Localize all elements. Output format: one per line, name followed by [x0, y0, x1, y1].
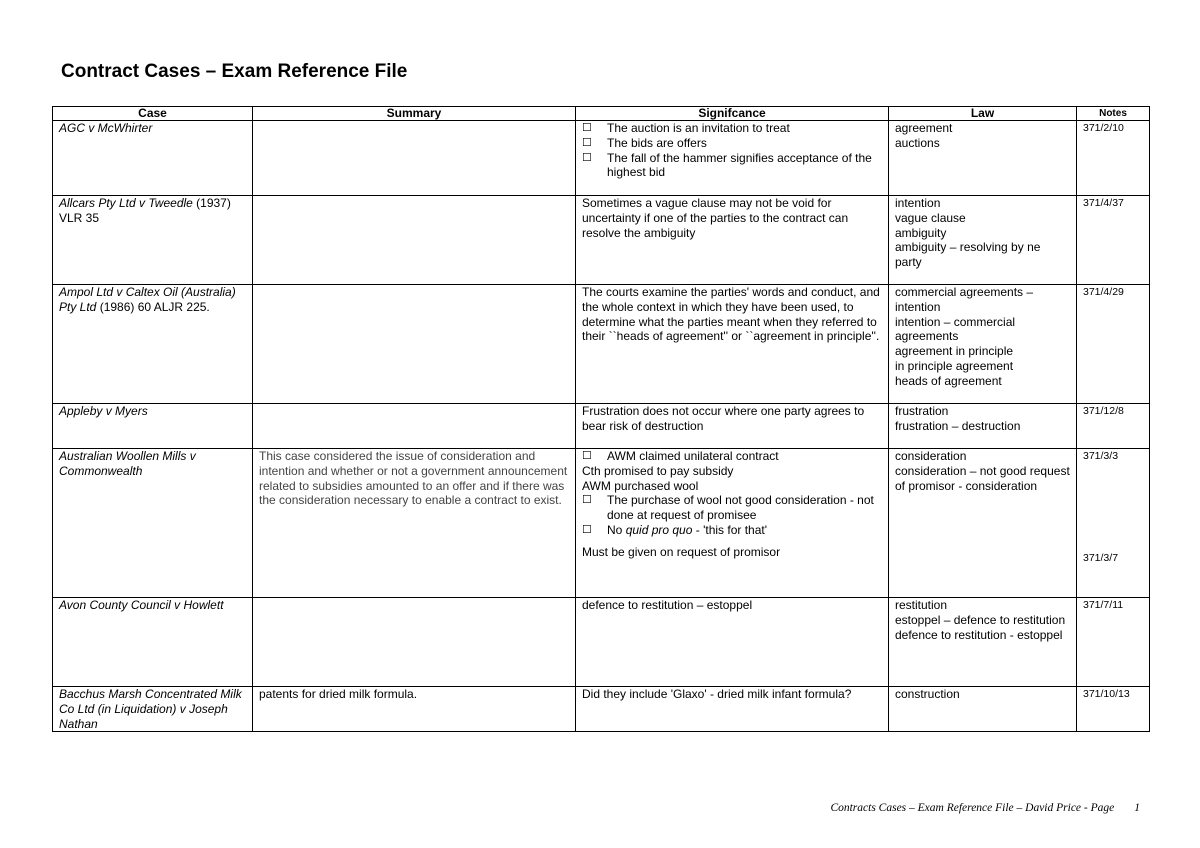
significance-cell: Sometimes a vague clause may not be void for uncertainty if one of the parties to the contract can resolve the ambiguity — [576, 196, 889, 285]
summary-cell — [253, 196, 576, 285]
law-cell: commercial agreements – intention intention – commercial agreements agreement in principle in principle agreement heads of agreement — [889, 285, 1077, 404]
bullet-item: ☐ No quid pro quo - 'this for that' — [582, 522, 768, 537]
significance-cell: The courts examine the parties' words and conduct, and the whole context in which they have been used, to determine what the parties meant when they referred to their ``heads of agreement'' or ``agreement in principle''. — [576, 285, 889, 404]
table-header-row — [53, 107, 1150, 121]
case-name: AGC v McWhirter — [59, 121, 153, 135]
column-header-summary: Summary — [253, 107, 576, 121]
case-cell — [53, 687, 253, 732]
checkbox-bullet-icon: ☐ — [582, 151, 592, 164]
cases-table — [52, 106, 1150, 732]
notes-cell: 371/2/10 — [1077, 121, 1150, 196]
law-cell: agreement auctions — [889, 121, 1077, 196]
checkbox-bullet-icon: ☐ — [582, 450, 592, 462]
case-name: Appleby v Myers — [59, 404, 148, 418]
column-header-notes: Notes — [1077, 107, 1150, 121]
law-cell: intention vague clause ambiguity ambiguity – resolving by ne party — [889, 196, 1077, 285]
case-cell — [53, 404, 253, 449]
significance-cell: Frustration does not occur where one party agrees to bear risk of destruction — [576, 404, 889, 449]
table-row — [53, 449, 1150, 598]
case-cell: Ampol Ltd v Caltex Oil (Australia) Pty Ltd (1986) 60 ALJR 225. — [53, 285, 253, 404]
case-cell — [53, 449, 253, 598]
page-number: 1 — [1134, 802, 1140, 814]
significance-cell: Did they include 'Glaxo' - dried milk infant formula? — [576, 687, 889, 732]
checkbox-bullet-icon: ☐ — [582, 122, 592, 134]
page-title: Contract Cases – Exam Reference File — [61, 61, 408, 82]
case-cell: Allcars Pty Ltd v Tweedle (1937) VLR 35 — [53, 196, 253, 285]
notes-cell: 371/4/29 — [1077, 285, 1150, 404]
significance-cell: ☐ AWM claimed unilateral contract Cth promised to pay subsidy AWM purchased wool ☐ The purchase of wool not good consideration - not done at request of promisee ☐ No quid pro quo - 'this for that' Must be given on request of promisor — [576, 449, 889, 598]
law-cell: construction — [889, 687, 1077, 732]
case-name: Australian Woollen Mills v Commonwealth — [59, 449, 196, 478]
bullet-item: ☐ The auction is an invitation to treat — [582, 121, 790, 135]
checkbox-bullet-icon: ☐ — [582, 136, 592, 149]
summary-cell — [253, 404, 576, 449]
checkbox-bullet-icon: ☐ — [582, 523, 592, 536]
significance-cell — [576, 121, 889, 196]
page-footer — [830, 802, 1140, 814]
case-name: Avon County Council v Howlett — [59, 598, 224, 612]
notes-cell: 371/10/13 — [1077, 687, 1150, 732]
summary-cell: This case considered the issue of consideration and intention and whether or not a government announcement related to subsidies amounted to an offer and if there was the consideration necessary to enable a contract to exist. — [253, 449, 576, 598]
law-cell: consideration consideration – not good request of promisor - consideration — [889, 449, 1077, 598]
footer-text: Contracts Cases – Exam Reference File – David Price - Page — [830, 802, 1115, 814]
bullet-item: ☐ AWM claimed unilateral contract — [582, 449, 779, 463]
bullet-item: ☐ The bids are offers — [582, 135, 707, 150]
bullet-item: ☐ The fall of the hammer signifies acceptance of the highest bid — [582, 150, 872, 180]
case-cell — [53, 598, 253, 687]
table-row — [53, 404, 1150, 449]
column-header-significance: Signifcance — [576, 107, 889, 121]
case-name: Bacchus Marsh Concentrated Milk Co Ltd (in Liquidation) v Joseph Nathan — [59, 687, 242, 731]
table-row — [53, 285, 1150, 404]
bullet-item: ☐ The purchase of wool not good consideration - not done at request of promisee — [582, 493, 874, 523]
notes-cell: 371/4/37 — [1077, 196, 1150, 285]
table-row — [53, 121, 1150, 196]
case-cell — [53, 121, 253, 196]
summary-cell — [253, 121, 576, 196]
table-row — [53, 196, 1150, 285]
notes-cell: 371/7/11 — [1077, 598, 1150, 687]
significance-cell: defence to restitution – estoppel — [576, 598, 889, 687]
law-cell: frustration frustration – destruction — [889, 404, 1077, 449]
checkbox-bullet-icon: ☐ — [582, 494, 592, 507]
column-header-case: Case — [53, 107, 253, 121]
table-row — [53, 598, 1150, 687]
summary-cell — [253, 598, 576, 687]
table-row — [53, 687, 1150, 732]
notes-cell: 371/12/8 — [1077, 404, 1150, 449]
case-name: Ampol Ltd v Caltex Oil (Australia) Pty Ltd — [59, 285, 236, 314]
column-header-law: Law — [889, 107, 1077, 121]
case-name: Allcars Pty Ltd v Tweedle — [59, 196, 193, 210]
summary-cell — [253, 285, 576, 404]
notes-cell: 371/3/3 371/3/7 — [1077, 449, 1150, 598]
law-cell: restitution estoppel – defence to restitution defence to restitution - estoppel — [889, 598, 1077, 687]
summary-cell: patents for dried milk formula. — [253, 687, 576, 732]
